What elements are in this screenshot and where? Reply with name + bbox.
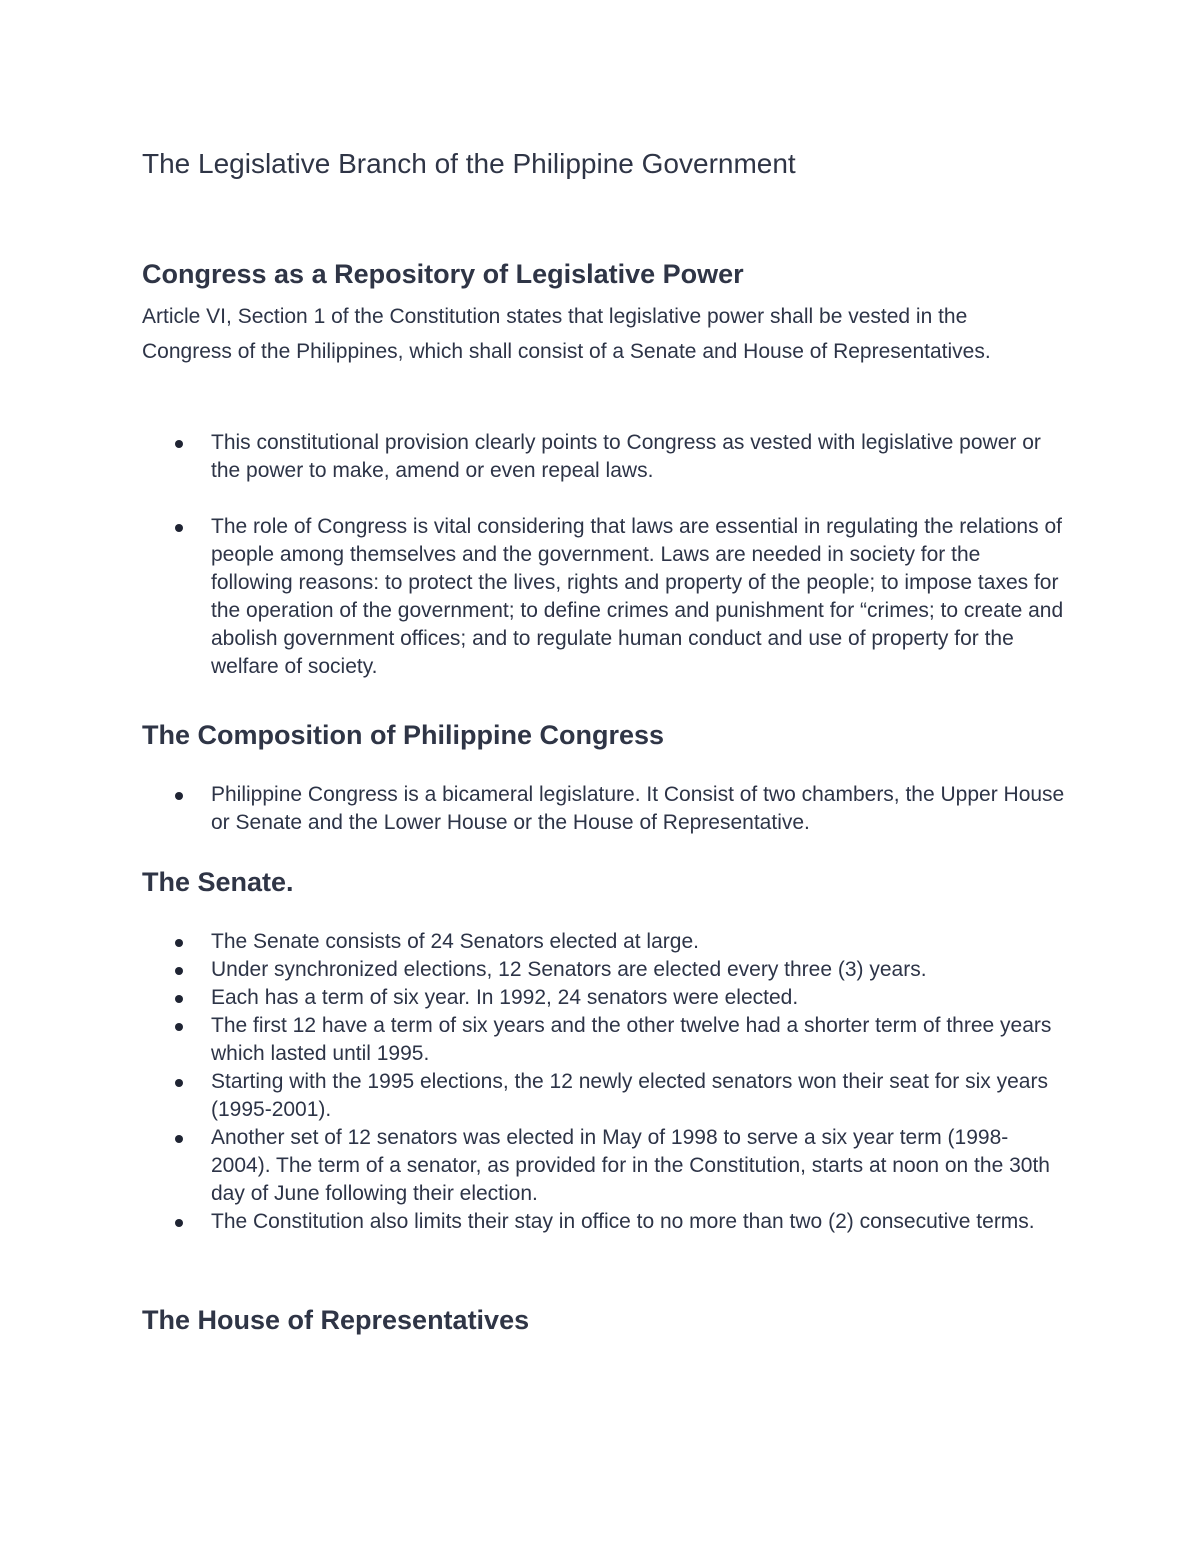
list-item xyxy=(0,1124,1066,1208)
list-item-text: Each has a term of six year. In 1992, 24 senators were elected. xyxy=(211,986,799,1009)
list-item-text: The role of Congress is vital considering that laws are essential in regulating the relations of people among themselves and the government. Laws are needed in society for the following reasons: to protect the lives, rights and property of the people; to impose taxes for the operation of the government; to define crimes and punishment for “crimes; to create and abolish government offices; and to regulate human conduct and use of property for the welfare of society. xyxy=(211,515,1064,678)
section-heading-congress-repository: Congress as a Repository of Legislative Power xyxy=(142,259,744,289)
list-item xyxy=(0,1012,1066,1068)
bullet-list-congress-repository xyxy=(0,429,1200,485)
section-paragraph-article-vi: Article VI, Section 1 of the Constitution states that legislative power shall be vested in the Congress of the Philippines, which shall consist of a Senate and House of Representatives. xyxy=(142,305,991,363)
list-item xyxy=(0,956,1066,984)
section-heading-senate: The Senate. xyxy=(142,867,294,897)
bullet-list-composition xyxy=(0,781,1200,837)
list-item-text: Under synchronized elections, 12 Senators are elected every three (3) years. xyxy=(211,958,927,981)
document-title: The Legislative Branch of the Philippine Government xyxy=(142,148,796,179)
list-item-text: The first 12 have a term of six years and the other twelve had a shorter term of three years which lasted until 1995. xyxy=(211,1014,1052,1065)
bullet-icon xyxy=(175,1079,183,1087)
bullet-icon xyxy=(175,995,183,1003)
list-item xyxy=(0,513,1066,681)
list-item-text: This constitutional provision clearly points to Congress as vested with legislative power or the power to make, amend or even repeal laws. xyxy=(211,431,1041,482)
section-heading-house-of-representatives: The House of Representatives xyxy=(142,1305,530,1335)
list-item xyxy=(0,984,1066,1012)
list-item xyxy=(0,1208,1066,1236)
list-item-text: The Senate consists of 24 Senators elected at large. xyxy=(211,930,699,953)
bullet-icon xyxy=(175,939,183,947)
bullet-list-congress-role xyxy=(0,513,1200,681)
section-heading-composition: The Composition of Philippine Congress xyxy=(142,720,665,750)
list-item xyxy=(0,1068,1066,1124)
bullet-icon xyxy=(175,524,183,532)
list-item-text: The Constitution also limits their stay in office to no more than two (2) consecutive terms. xyxy=(211,1210,1035,1233)
bullet-icon xyxy=(175,1023,183,1031)
bullet-icon xyxy=(175,792,183,800)
list-item xyxy=(0,928,1066,956)
bullet-icon xyxy=(175,967,183,975)
list-item xyxy=(0,781,1066,837)
bullet-list-senate xyxy=(0,928,1200,1236)
bullet-icon xyxy=(175,440,183,448)
list-item-text: Another set of 12 senators was elected in May of 1998 to serve a six year term (1998-2004). The term of a senator, as provided for in the Constitution, starts at noon on the 30th day of June following their election. xyxy=(211,1126,1050,1205)
list-item-text: Philippine Congress is a bicameral legislature. It Consist of two chambers, the Upper House or Senate and the Lower House or the House of Representative. xyxy=(211,783,1065,834)
bullet-icon xyxy=(175,1219,183,1227)
bullet-icon xyxy=(175,1135,183,1143)
list-item xyxy=(0,429,1066,485)
list-item-text: Starting with the 1995 elections, the 12 newly elected senators won their seat for six years (1995-2001). xyxy=(211,1070,1048,1121)
